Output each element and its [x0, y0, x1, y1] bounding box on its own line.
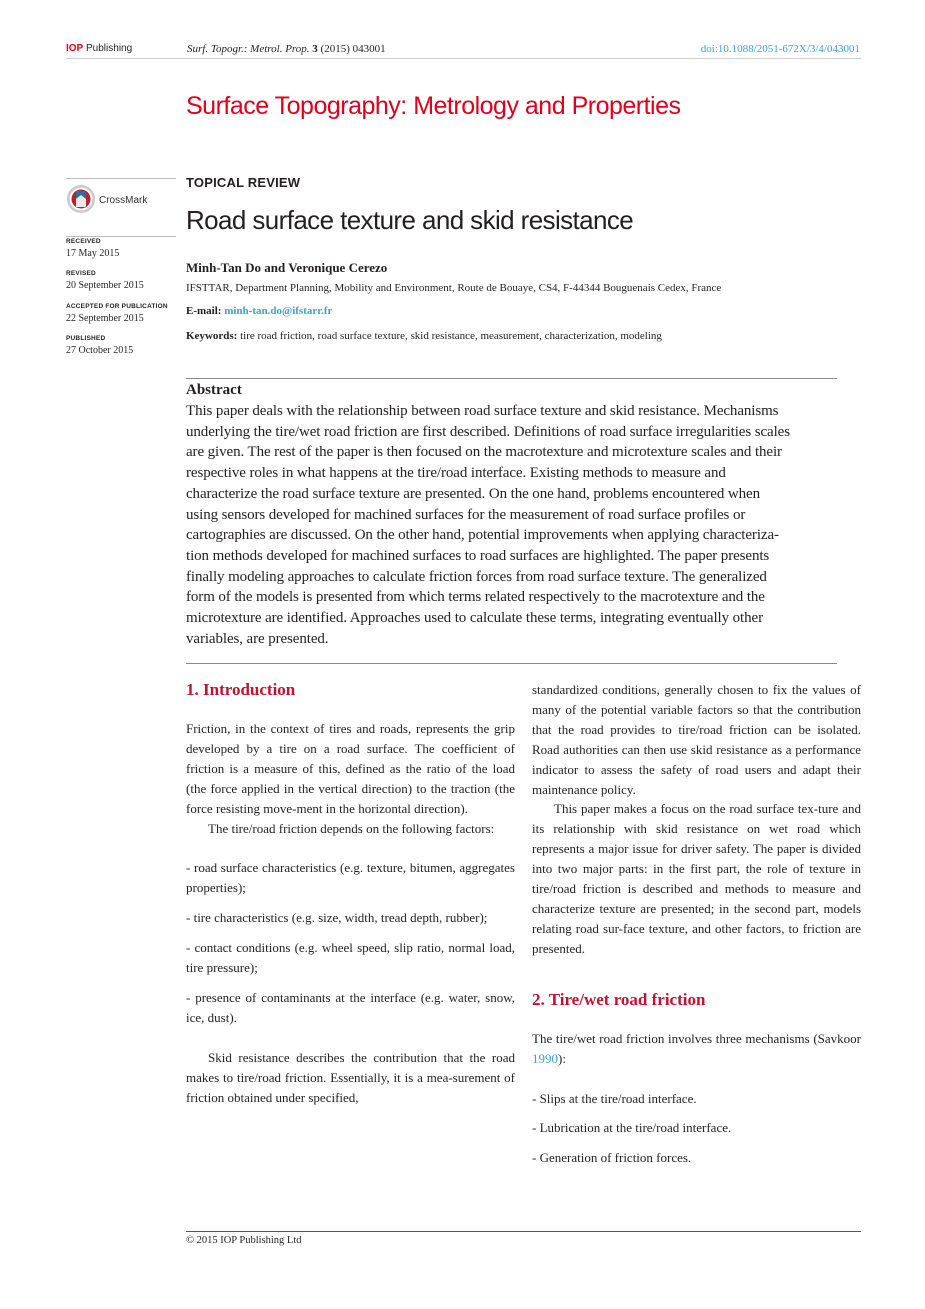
- journal-abbrev: Surf. Topogr.: Metrol. Prop.: [187, 43, 310, 55]
- publisher-logo: [66, 43, 132, 54]
- abstract-line: underlying the tire/wet road friction are first described. Definitions of road surface irregularities scales: [186, 423, 790, 440]
- copyright: © 2015 IOP Publishing Ltd: [186, 1235, 302, 1246]
- abstract-line: using sensors developed for machined surfaces for the measurement of road surface profiles or: [186, 506, 746, 523]
- affiliation: IFSTTAR, Department Planning, Mobility and Environment, Route de Bouaye, CS4, F-44344 Bouguenais Cedex, France: [186, 282, 722, 294]
- abstract-heading: Abstract: [186, 382, 242, 398]
- citation-link-savkoor[interactable]: 1990: [532, 1050, 558, 1066]
- mechanism-item: - Slips at the tire/road interface.: [532, 1090, 697, 1106]
- accepted-label: ACCEPTED FOR PUBLICATION: [66, 303, 168, 310]
- abstract-bottom-rule: [186, 663, 837, 664]
- intro-paragraph-2: The tire/road friction depends on the following factors:: [208, 820, 495, 836]
- friction-paragraph-1: [532, 1029, 861, 1069]
- abstract-line: variables, are presented.: [186, 630, 329, 647]
- factor-item: - tire characteristics (e.g. size, width, tread depth, rubber);: [186, 910, 488, 926]
- email-link[interactable]: minh-tan.do@ifstarr.fr: [224, 305, 333, 317]
- keywords-list: tire road friction, road surface texture, skid resistance, measurement, characterization, modeling: [240, 330, 662, 342]
- publisher-prefix: IOP: [66, 43, 84, 54]
- abstract-line: This paper deals with the relationship between road surface texture and skid resistance. Mechanisms: [186, 403, 779, 419]
- published-label: PUBLISHED: [66, 335, 106, 342]
- header-divider: [66, 58, 861, 59]
- friction-text-before: The tire/wet road friction involves three mechanisms (Savkoor: [532, 1030, 861, 1046]
- keywords-line: [186, 330, 662, 342]
- abstract-line: characterize the road surface texture are presented. On the one hand, problems encountered when: [186, 485, 760, 502]
- abstract-top-rule: [186, 378, 837, 379]
- publisher-suffix: Publishing: [86, 43, 133, 54]
- abstract-line: respective roles in what happens at the tire/road interface. Existing methods to measure and: [186, 465, 726, 482]
- footer-divider: [186, 1231, 861, 1232]
- crossmark-divider-top: [66, 178, 176, 179]
- crossmark-icon: [66, 183, 176, 215]
- keywords-label: Keywords:: [186, 330, 238, 342]
- factor-item: - presence of contaminants at the interface (e.g. water, snow, ice, dust).: [186, 989, 515, 1025]
- abstract-line: cartographies are discussed. On the other hand, potential improvements when applying characteriza-: [186, 527, 779, 544]
- received-date: 17 May 2015: [66, 248, 120, 259]
- section-heading-friction: 2. Tire/wet road friction: [532, 989, 706, 1009]
- article-title: Road surface texture and skid resistance: [186, 205, 634, 235]
- intro-paragraph-3-continued: standardized conditions, generally chosen to fix the values of many of the potential variable factors so that the contribution that the road provides to tire/road friction can be isolated. Road authorities can then use skid resistance as a performance indicator to assess the safety of road users and adapt their maintenance policy.: [532, 682, 861, 797]
- doi-link[interactable]: doi:10.1088/2051-672X/3/4/043001: [700, 43, 860, 55]
- citation-rest: (2015) 043001: [320, 43, 386, 55]
- intro-paragraph-1: Friction, in the context of tires and roads, represents the grip developed by a tire on a road surface. The coefficient of friction is a measure of this, defined as the ratio of the load (the force applied in the vertical direction) to the traction (the force resisting move-ment in the horizontal direction).: [186, 721, 515, 816]
- abstract-line: finally modeling approaches to calculate friction forces from road surface texture. The generalized: [186, 568, 767, 585]
- abstract-line: form of the models is presented from which terms related respectively to the macrotexture and the: [186, 589, 765, 606]
- body-column-right: [532, 680, 861, 1168]
- journal-citation: [187, 43, 386, 55]
- mechanism-item: - Lubrication at the tire/road interface.: [532, 1120, 732, 1136]
- friction-text-after: ):: [558, 1050, 566, 1066]
- abstract-line: microtexture are identified. Approaches used to calculate these terms, integrating eventually other: [186, 610, 763, 627]
- abstract-line: tion methods developed for machined surfaces to road surfaces are highlighted. The paper presents: [186, 547, 770, 564]
- intro-paragraph-3: Skid resistance describes the contribution that the road makes to tire/road friction. Essentially, it is a mea-surement of friction obtained under specified,: [186, 1049, 515, 1105]
- revised-label: REVISED: [66, 270, 96, 277]
- factor-item: - contact conditions (e.g. wheel speed, slip ratio, normal load, tire pressure);: [186, 940, 515, 976]
- body-column-left: [186, 679, 515, 1108]
- mechanism-item: - Generation of friction forces.: [532, 1150, 692, 1166]
- article-type: TOPICAL REVIEW: [186, 175, 301, 190]
- crossmark-text: CrossMark: [99, 195, 148, 206]
- abstract-body: [186, 401, 863, 649]
- crossmark-divider-bottom: [66, 236, 176, 237]
- email-label: E-mail:: [186, 305, 222, 317]
- section-heading-introduction: 1. Introduction: [186, 680, 296, 699]
- email-line: [186, 305, 332, 317]
- published-date: 27 October 2015: [66, 345, 134, 356]
- factor-item: - road surface characteristics (e.g. texture, bitumen, aggregates properties);: [186, 860, 515, 896]
- abstract-line: are given. The rest of the paper is then focused on the macrotexture and microtexture scales and their: [186, 444, 782, 461]
- journal-volume: 3: [312, 43, 318, 55]
- intro-paragraph-4: This paper makes a focus on the road surface tex-ture and its relationship with skid resistance on wet road which represents a major issue for driver safety. The paper is divided into two major parts: in the first part, the role of texture in tire/road friction is described and methods to measure and characterize texture are presented; in the second part, models relating road sur-face texture, and other factors, to friction are presented.: [532, 801, 861, 956]
- journal-title: Surface Topography: Metrology and Properties: [186, 92, 681, 120]
- received-label: RECEIVED: [66, 238, 101, 245]
- accepted-date: 22 September 2015: [66, 313, 144, 324]
- crossmark-badge[interactable]: [66, 183, 176, 215]
- revised-date: 20 September 2015: [66, 280, 144, 291]
- authors: Minh-Tan Do and Veronique Cerezo: [186, 260, 388, 275]
